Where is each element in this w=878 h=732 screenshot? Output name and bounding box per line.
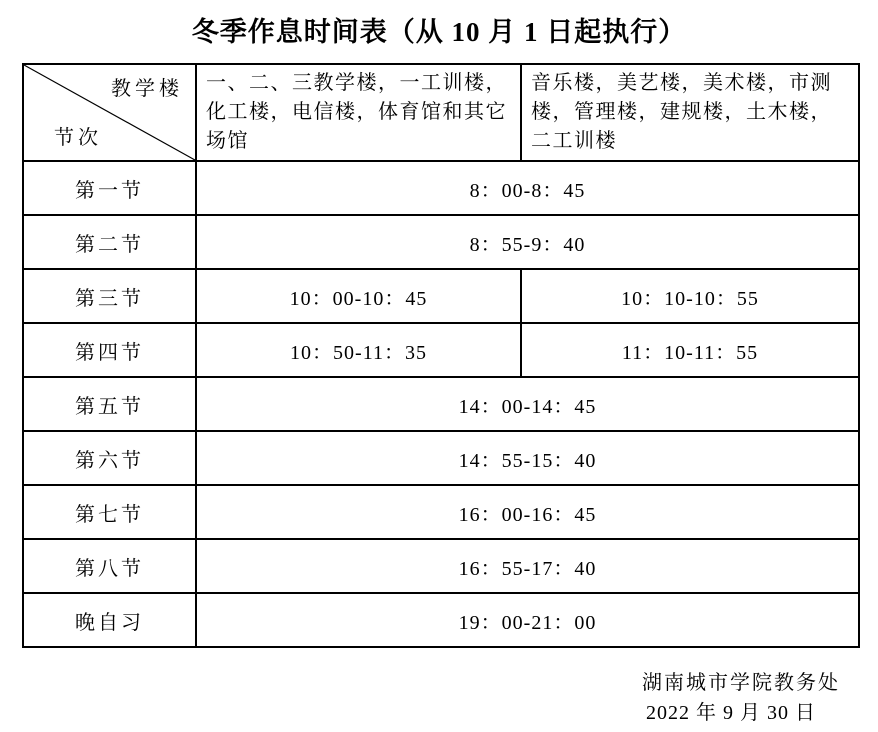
period-label: 第六节 bbox=[23, 431, 196, 485]
time-cell: 8：55-9：40 bbox=[196, 215, 859, 269]
page-title: 冬季作息时间表（从 10 月 1 日起执行） bbox=[191, 17, 687, 47]
time-cell: 14：00-14：45 bbox=[196, 377, 859, 431]
period-label: 晚自习 bbox=[23, 593, 196, 647]
table-header-row bbox=[23, 64, 859, 161]
time-cell: 16：55-17：40 bbox=[196, 539, 859, 593]
table-row bbox=[23, 161, 859, 215]
period-label: 第七节 bbox=[23, 485, 196, 539]
table-row bbox=[23, 323, 859, 377]
period-label: 第八节 bbox=[23, 539, 196, 593]
period-label: 第二节 bbox=[23, 215, 196, 269]
issuing-office: 湖南城市学院教务处 bbox=[642, 672, 840, 694]
table-row bbox=[23, 593, 859, 647]
signature-block bbox=[0, 668, 878, 728]
schedule-table bbox=[22, 63, 860, 648]
period-label: 第五节 bbox=[23, 377, 196, 431]
period-label: 第一节 bbox=[23, 161, 196, 215]
corner-label-periods: 节次 bbox=[54, 127, 102, 149]
time-cell: 19：00-21：00 bbox=[196, 593, 859, 647]
issue-date: 2022 年 9 月 30 日 bbox=[646, 702, 816, 724]
column-header-buildings-group-b: 音乐楼，美艺楼，美术楼，市测楼，管理楼，建规楼，土木楼，二工训楼 bbox=[521, 64, 859, 161]
time-cell: 10：10-10：55 bbox=[521, 269, 859, 323]
period-label: 第三节 bbox=[23, 269, 196, 323]
table-row bbox=[23, 539, 859, 593]
column-header-buildings-group-a: 一、二、三教学楼，一工训楼，化工楼，电信楼，体育馆和其它场馆 bbox=[196, 64, 521, 161]
table-row bbox=[23, 215, 859, 269]
table-row bbox=[23, 377, 859, 431]
table-row bbox=[23, 431, 859, 485]
time-cell: 10：50-11：35 bbox=[196, 323, 521, 377]
time-cell: 8：00-8：45 bbox=[196, 161, 859, 215]
corner-label-buildings: 教学楼 bbox=[111, 78, 183, 100]
table-row bbox=[23, 269, 859, 323]
period-label: 第四节 bbox=[23, 323, 196, 377]
table-row bbox=[23, 485, 859, 539]
time-cell: 16：00-16：45 bbox=[196, 485, 859, 539]
corner-header-cell bbox=[23, 64, 196, 161]
time-cell: 11：10-11：55 bbox=[521, 323, 859, 377]
time-cell: 10：00-10：45 bbox=[196, 269, 521, 323]
time-cell: 14：55-15：40 bbox=[196, 431, 859, 485]
